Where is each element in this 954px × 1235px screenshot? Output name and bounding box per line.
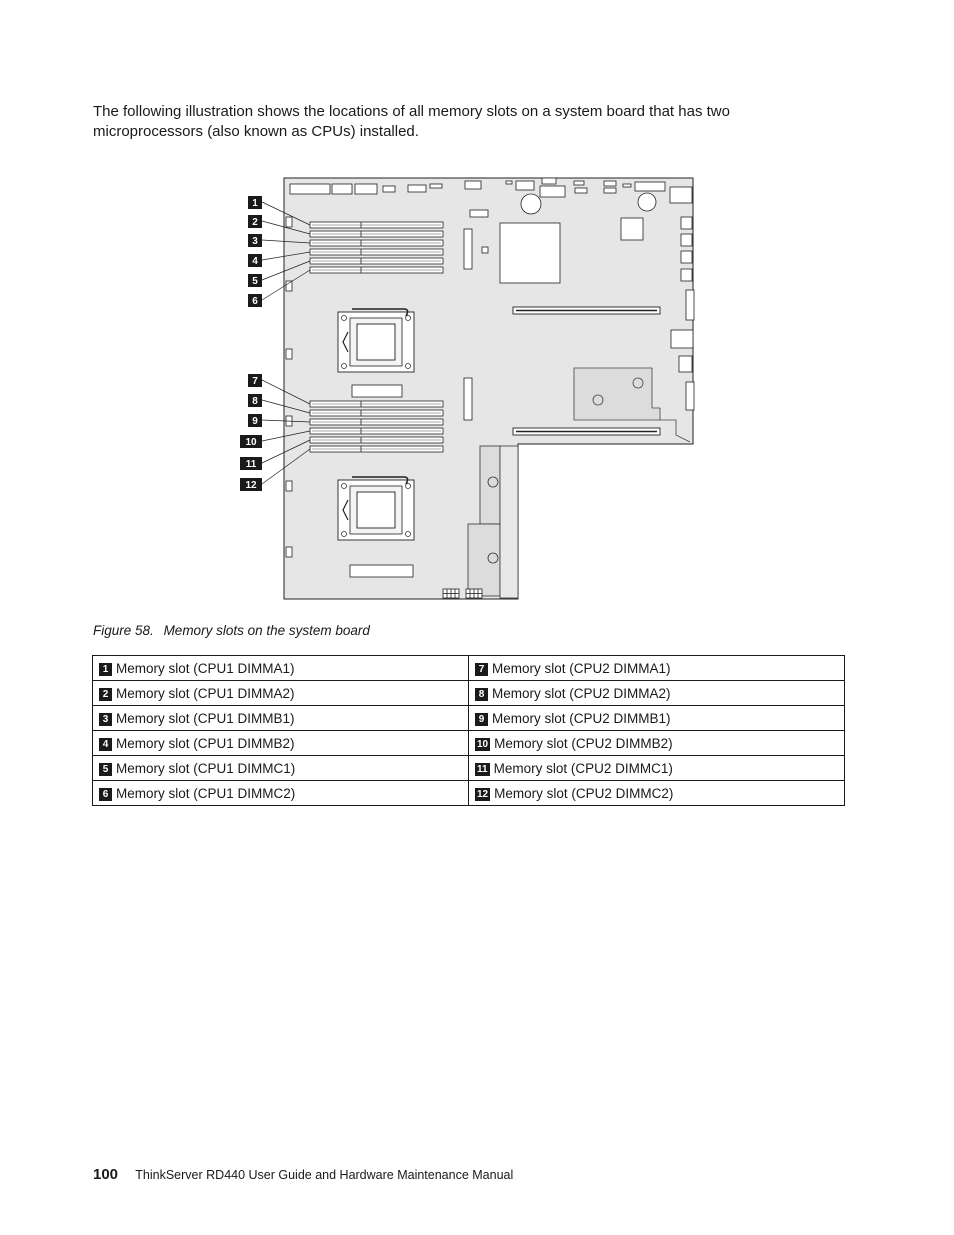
dimm-slot — [310, 258, 443, 264]
slot-description: Memory slot (CPU1 DIMMA2) — [116, 685, 295, 701]
slot-description: Memory slot (CPU1 DIMMB2) — [116, 735, 295, 751]
table-row — [93, 731, 845, 756]
figure-caption-text: Memory slots on the system board — [163, 623, 370, 638]
table-cell — [93, 781, 469, 806]
table-cell — [469, 781, 845, 806]
callout-badge: 3 — [99, 713, 112, 726]
callout-number: 1 — [252, 198, 258, 209]
slot-description: Memory slot (CPU1 DIMMC2) — [116, 785, 296, 801]
table-cell — [93, 656, 469, 681]
table-cell — [469, 681, 845, 706]
slot-description: Memory slot (CPU2 DIMMB2) — [494, 735, 673, 751]
callout-badge: 11 — [477, 763, 488, 775]
document-title: ThinkServer RD440 User Guide and Hardware Maintenance Manual — [135, 1168, 514, 1182]
callout-badge: 2 — [99, 688, 112, 701]
callout-badge: 1 — [99, 663, 112, 676]
slot-description: Memory slot (CPU2 DIMMC2) — [494, 785, 674, 801]
callout-badge: 8 — [475, 688, 488, 701]
table-row — [93, 656, 845, 681]
callout-number: 8 — [252, 396, 258, 407]
callout-badge: 6 — [99, 788, 112, 801]
callout-number: 7 — [252, 376, 258, 387]
figure-caption — [93, 623, 370, 638]
table-cell — [469, 756, 845, 781]
table-cell — [469, 656, 845, 681]
callout-badge: 7 — [475, 663, 488, 676]
memory-slot-table — [92, 655, 845, 806]
slot-description: Memory slot (CPU1 DIMMA1) — [116, 660, 295, 676]
dimm-slot — [310, 437, 443, 443]
dimm-slot — [310, 240, 443, 246]
slot-description: Memory slot (CPU2 DIMMA2) — [492, 685, 671, 701]
callout-number: 12 — [245, 480, 257, 491]
table-cell — [93, 706, 469, 731]
table-cell — [93, 681, 469, 706]
slot-description: Memory slot (CPU2 DIMMA1) — [492, 660, 671, 676]
dimm-slot — [310, 401, 443, 407]
dimm-slot — [310, 419, 443, 425]
system-board-figure — [230, 170, 710, 610]
table-cell — [469, 706, 845, 731]
table-row — [93, 781, 845, 806]
slot-description: Memory slot (CPU1 DIMMC1) — [116, 760, 296, 776]
intro-paragraph: The following illustration shows the locations of all memory slots on a system board that has two microprocessors (also known as CPUs) installed. — [93, 103, 730, 140]
table-cell — [93, 756, 469, 781]
dimm-slot — [310, 446, 443, 452]
chipset — [500, 223, 560, 283]
callout-number: 4 — [252, 256, 258, 267]
dimm-slot — [310, 249, 443, 255]
table-cell — [469, 731, 845, 756]
table-row — [93, 756, 845, 781]
callout-number: 3 — [252, 236, 258, 247]
callout-badge: 12 — [477, 788, 489, 800]
callout-number: 6 — [252, 296, 258, 307]
dimm-slot — [310, 428, 443, 434]
callout-badge: 10 — [477, 738, 489, 750]
cpu2-socket — [338, 477, 414, 540]
table-row — [93, 681, 845, 706]
dimm-slot — [310, 267, 443, 273]
dimm-slot — [310, 231, 443, 237]
figure-caption-label: Figure 58. — [93, 623, 154, 638]
callout-badge: 9 — [475, 713, 488, 726]
dimm-slot — [310, 410, 443, 416]
slot-description: Memory slot (CPU2 DIMMC1) — [493, 760, 673, 776]
slot-description: Memory slot (CPU1 DIMMB1) — [116, 710, 295, 726]
callout-number: 9 — [252, 416, 258, 427]
callout-number: 5 — [252, 276, 258, 287]
page-footer — [93, 1166, 513, 1183]
dimm-slot — [310, 222, 443, 228]
page-number: 100 — [93, 1166, 119, 1183]
callout-number: 10 — [245, 437, 257, 448]
system-board-illustration — [230, 170, 710, 610]
cpu1-socket — [338, 309, 414, 372]
slot-description: Memory slot (CPU2 DIMMB1) — [492, 710, 671, 726]
table-row — [93, 706, 845, 731]
table-cell — [93, 731, 469, 756]
callout-number: 2 — [252, 217, 258, 228]
callout-badge: 5 — [99, 763, 112, 776]
callout-badge: 4 — [99, 738, 112, 751]
callout-number: 11 — [245, 459, 257, 470]
